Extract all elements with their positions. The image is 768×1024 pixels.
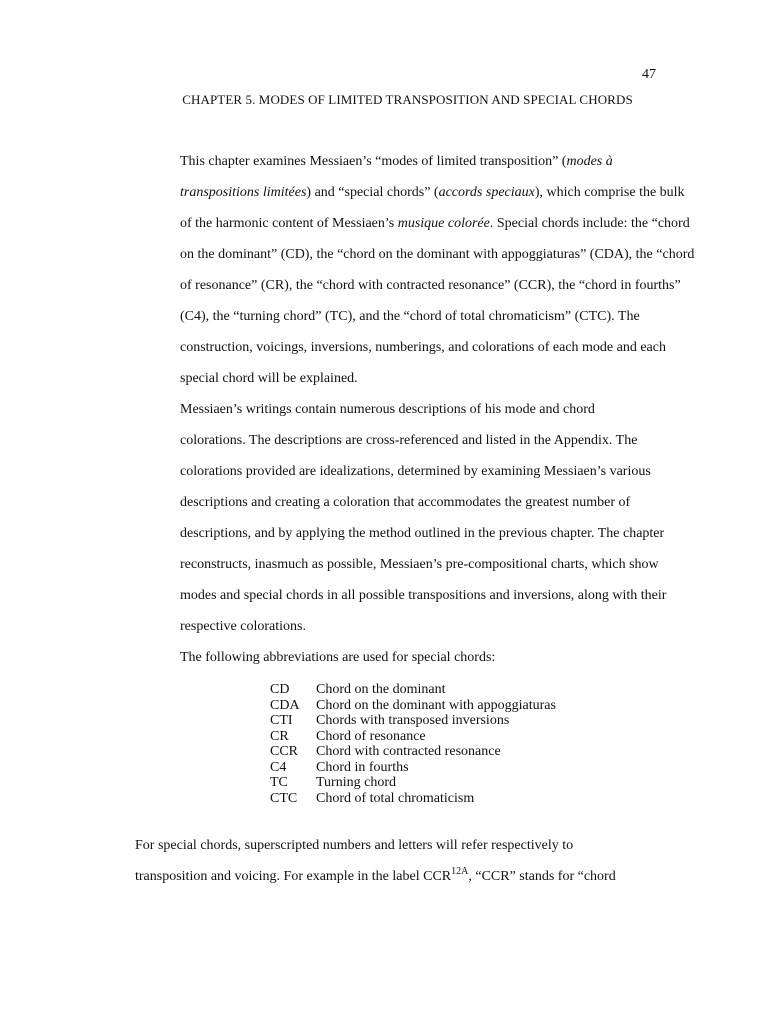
table-row: [270, 744, 556, 760]
table-row: [270, 713, 556, 729]
text-line: The following abbreviations are used for special chords:: [180, 650, 496, 665]
text-line: on the dominant” (CD), the “chord on the dominant with appoggiaturas” (CDA), the “chord: [180, 247, 695, 262]
text-line: of resonance” (CR), the “chord with contracted resonance” (CCR), the “chord in fourths”: [180, 278, 681, 293]
chapter-title: CHAPTER 5. MODES OF LIMITED TRANSPOSITION AND SPECIAL CHORDS: [182, 92, 633, 107]
superscript: 12A: [451, 866, 469, 877]
table-row: [270, 698, 556, 714]
text-line: colorations provided are idealizations, determined by examining Messiaen’s various: [180, 464, 651, 479]
text-line: For special chords, superscripted numbers and letters will refer respectively to: [135, 838, 574, 853]
text-line: This chapter examines Messiaen’s “modes of limited transposition” (modes à: [180, 154, 613, 169]
body-text: [135, 146, 695, 673]
page-number: 47: [642, 67, 656, 82]
text-line: of the harmonic content of Messiaen’s musique colorée. Special chords include: the “chord: [180, 216, 690, 231]
text-line: transpositions limitées) and “special chords” (accords speciaux), which comprise the bulk: [180, 185, 685, 200]
body-text-continued: [135, 830, 655, 892]
paragraph-colorations: [135, 394, 667, 642]
text-line: respective colorations.: [180, 619, 306, 634]
abbr-meaning: Chord with contracted resonance: [316, 744, 501, 759]
paragraph-superscripts: [135, 830, 655, 892]
abbr-meaning: Chords with transposed inversions: [316, 713, 510, 728]
paragraph-abbrev-intro: [135, 642, 655, 673]
text-line: modes and special chords in all possible transpositions and inversions, along with their: [180, 588, 667, 603]
abbreviations-table: [270, 682, 556, 806]
abbr-code: CTI: [270, 713, 293, 728]
table-row: [270, 729, 556, 745]
abbr-meaning: Turning chord: [316, 775, 396, 790]
table-row: [270, 682, 556, 698]
abbr-meaning: Chord in fourths: [316, 759, 409, 775]
abbr-code: CDA: [270, 697, 300, 713]
text-line: reconstructs, inasmuch as possible, Messiaen’s pre-compositional charts, which show: [180, 557, 659, 572]
abbr-meaning: Chord on the dominant: [316, 682, 446, 697]
abbr-meaning: Chord of resonance: [316, 728, 426, 744]
text-line: (C4), the “turning chord” (TC), and the “chord of total chromaticism” (CTC). The: [180, 309, 640, 324]
abbr-code: CTC: [270, 790, 298, 806]
abbr-code: CR: [270, 728, 289, 744]
paragraph-intro: [135, 146, 695, 394]
text-line: transposition and voicing. For example in the label $CCR^{12A}$, “CCR” stands for “chord: [135, 866, 616, 884]
abbr-code: C4: [270, 759, 287, 775]
abbr-code: TC: [270, 775, 288, 790]
text-line: descriptions and creating a coloration that accommodates the greatest number of: [180, 495, 631, 510]
text-line: Messiaen’s writings contain numerous descriptions of his mode and chord: [180, 402, 595, 417]
abbr-meaning: Chord on the dominant with appoggiaturas: [316, 697, 556, 713]
abbr-code: CD: [270, 682, 290, 697]
table-row: [270, 775, 556, 791]
text-line: descriptions, and by applying the method outlined in the previous chapter. The chapter: [180, 526, 665, 541]
text-line: special chord will be explained.: [180, 371, 358, 386]
text-line: construction, voicings, inversions, numberings, and colorations of each mode and each: [180, 340, 666, 355]
table-row: [270, 760, 556, 776]
abbr-meaning: Chord of total chromaticism: [316, 790, 475, 806]
abbr-code: CCR: [270, 744, 299, 759]
text-line: colorations. The descriptions are cross-referenced and listed in the Appendix. The: [180, 433, 638, 448]
table-row: [270, 791, 556, 807]
